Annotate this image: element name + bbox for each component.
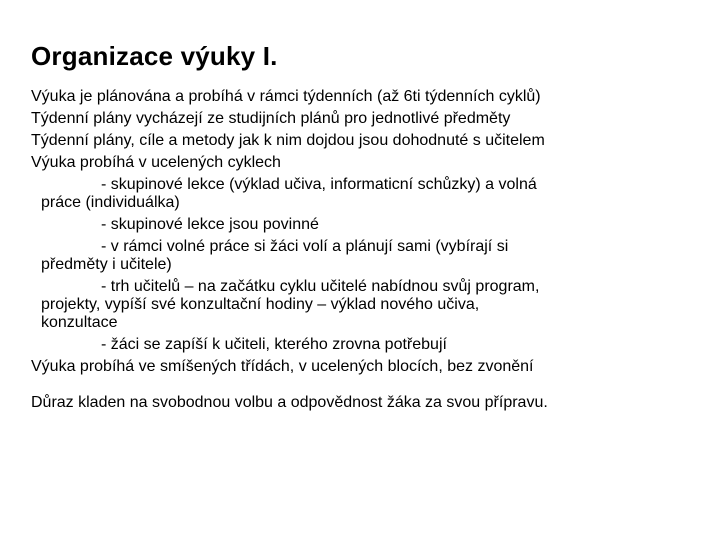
sub-bullet-line: - trh učitelů – na začátku cyklu učitelé nabídnou svůj program, [101, 278, 540, 295]
body-line: Výuka probíhá ve smíšených třídách, v ucelených blocích, bez zvonění [31, 358, 534, 375]
body-line: Týdenní plány, cíle a metody jak k nim dojdou jsou dohodnuté s učitelem [31, 132, 545, 149]
slide-title: Organizace výuky I. [31, 41, 278, 71]
sub-bullet-line: - skupinové lekce (výklad učiva, informaticní schůzky) a volná [101, 176, 537, 193]
sub-bullet-continuation: práce (individuálka) [41, 194, 180, 211]
slide-body [31, 86, 691, 414]
body-line: Důraz kladen na svobodnou volbu a odpovědnost žáka za svou přípravu. [31, 394, 548, 411]
sub-bullet-line: - v rámci volné práce si žáci volí a plánují sami (vybírají si [101, 238, 509, 255]
sub-bullet-continuation: předměty i učitele) [41, 256, 172, 273]
sub-bullet-line: - skupinové lekce jsou povinné [101, 216, 319, 233]
body-line: Výuka je plánována a probíhá v rámci týdenních (až 6ti týdenních cyklů) [31, 88, 541, 105]
body-line: Týdenní plány vycházejí ze studijních plánů pro jednotlivé předměty [31, 110, 511, 127]
sub-bullet-line: - žáci se zapíší k učiteli, kterého zrovna potřebují [101, 336, 447, 353]
body-line: Výuka probíhá v ucelených cyklech [31, 154, 281, 171]
sub-bullet-continuation: konzultace [41, 314, 118, 331]
sub-bullet-continuation: projekty, vypíší své konzultační hodiny – výklad nového učiva, [41, 296, 480, 313]
paragraph-spacer [31, 378, 691, 392]
